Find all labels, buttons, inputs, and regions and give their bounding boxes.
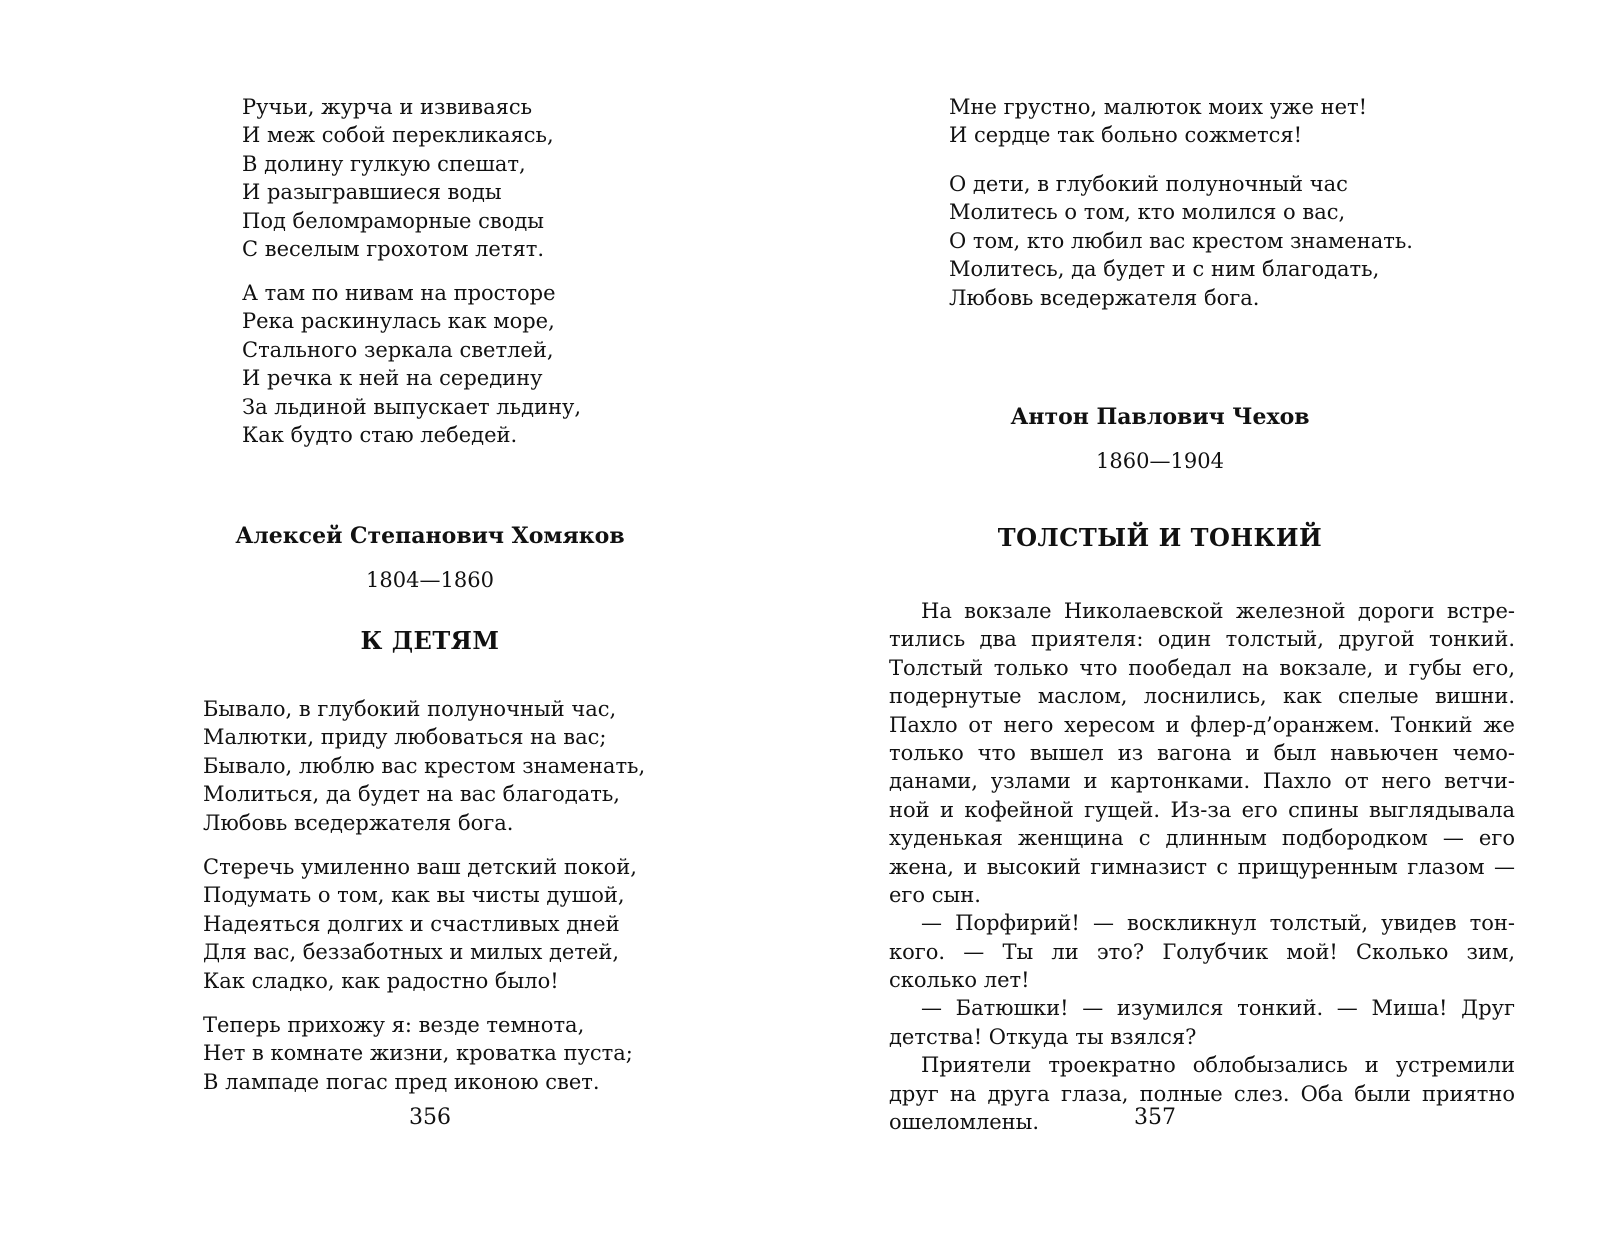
story-title: ТОЛСТЫЙ И ТОНКИЙ	[997, 523, 1323, 552]
verse-line: Ручьи, журча и извиваясь	[242, 95, 533, 119]
prose-line: друг на друга глаза, полные слез. Оба были приятно	[889, 1081, 1515, 1106]
verse-line: Теперь прихожу я: везде темнота,	[203, 1013, 585, 1037]
verse-line: Бывало, в глубокий полуночный час,	[203, 697, 617, 721]
prose-line: подернутые маслом, лоснились, как спелые вишни.	[889, 684, 1515, 709]
prose-line: данами, узлами и картонками. Пахло от него ветчи-	[889, 769, 1515, 794]
verse-line: Стеречь умиленно ваш детский покой,	[203, 855, 637, 879]
prose-line: только что вышел из вагона и был навьючен чемо-	[889, 740, 1515, 765]
verse-line: Подумать о том, как вы чисты душой,	[203, 883, 625, 908]
verse-line: Мне грустно, малюток моих уже нет!	[949, 95, 1368, 119]
author-name: Антон Павлович Чехов	[1010, 404, 1310, 430]
poem-stanza	[203, 1011, 633, 1096]
prose-line: Пахло от него хересом и флер-д’оранжем. Тонкий же	[889, 712, 1515, 737]
poem-stanza	[203, 853, 637, 995]
prose-line: ошеломлены.	[889, 1110, 1040, 1135]
poem-stanza	[949, 170, 1413, 312]
prose-line: Приятели троекратно облобызались и устремили	[921, 1053, 1515, 1078]
prose-line: — Батюшки! — изумился тонкий. — Миша! Друг	[921, 996, 1515, 1021]
verse-line: Молитесь о том, кто молился о вас,	[949, 200, 1346, 225]
prose-line: кого. — Ты ли это? Голубчик мой! Сколько зим,	[889, 939, 1515, 964]
prose-line: На вокзале Николаевской железной дороги встре-	[921, 599, 1515, 623]
verse-line: Молиться, да будет на вас благодать,	[203, 782, 620, 807]
verse-line: За льдиной выпускает льдину,	[242, 394, 582, 419]
verse-line: Бывало, люблю вас крестом знаменать,	[203, 753, 646, 778]
verse-line: Как будто стаю лебедей.	[242, 423, 518, 448]
page-number: 357	[1134, 1105, 1176, 1130]
story-text	[889, 597, 1515, 1136]
verse-line: И сердце так больно сожмется!	[949, 123, 1303, 148]
prose-line: ной и кофейной гущей. Из-за его спины выглядывала	[889, 797, 1515, 822]
verse-line: Надеяться долгих и счастливых дней	[203, 911, 620, 936]
author-name: Алексей Степанович Хомяков	[235, 523, 625, 549]
page-number: 356	[409, 1105, 451, 1130]
poem-stanza	[949, 93, 1367, 150]
verse-line: Нет в комнате жизни, кроватка пуста;	[203, 1041, 633, 1066]
verse-line: И речка к ней на середину	[242, 366, 543, 391]
prose-line: жена, и высокий гимназист с прищуренным глазом —	[889, 854, 1515, 879]
prose-line: — Порфирий! — воскликнул толстый, увидев тон-	[921, 911, 1515, 936]
verse-line: А там по нивам на просторе	[242, 281, 556, 305]
author-years: 1804—1860	[366, 568, 494, 592]
prose-line: худенькая женщина с длинным подбородком — его	[889, 826, 1515, 851]
poem-stanza	[242, 279, 581, 449]
prose-line: тились два приятеля: один толстый, другой тонкий.	[889, 627, 1515, 652]
prose-line: его сын.	[889, 882, 981, 907]
verse-line: Молитесь, да будет и с ним благодать,	[949, 257, 1380, 282]
verse-line: В долину гулкую спешат,	[242, 151, 526, 176]
verse-line: Как сладко, как радостно было!	[203, 968, 559, 993]
verse-line: О дети, в глубокий полуночный час	[949, 172, 1348, 196]
prose-line: Толстый только что пообедал на вокзале, и губы его,	[889, 655, 1515, 680]
author-years: 1860—1904	[1096, 449, 1224, 473]
verse-line: Под беломраморные своды	[242, 208, 545, 233]
poem-title: К ДЕТЯМ	[360, 626, 500, 655]
right-page	[810, 0, 1620, 1258]
verse-line: И разыгравшиеся воды	[242, 180, 502, 205]
verse-line: Стального зеркала светлей,	[242, 337, 554, 362]
poem-stanza	[203, 695, 645, 837]
verse-line: Любовь вседержателя бога.	[203, 810, 514, 835]
verse-line: С веселым грохотом летят.	[242, 237, 545, 262]
verse-line: Для вас, беззаботных и милых детей,	[203, 940, 620, 965]
verse-line: Любовь вседержателя бога.	[949, 285, 1260, 310]
verse-line: Малютки, приду любоваться на вас;	[203, 725, 607, 750]
verse-line: В лампаде погас пред иконою свет.	[203, 1069, 600, 1094]
prose-line: сколько лет!	[889, 968, 1030, 993]
verse-line: Река раскинулась как море,	[242, 309, 555, 334]
verse-line: И меж собой перекликаясь,	[242, 123, 554, 148]
poem-stanza	[242, 93, 554, 263]
prose-line: детства! Откуда ты взялся?	[889, 1024, 1197, 1049]
verse-line: О том, кто любил вас крестом знаменать.	[949, 228, 1413, 253]
